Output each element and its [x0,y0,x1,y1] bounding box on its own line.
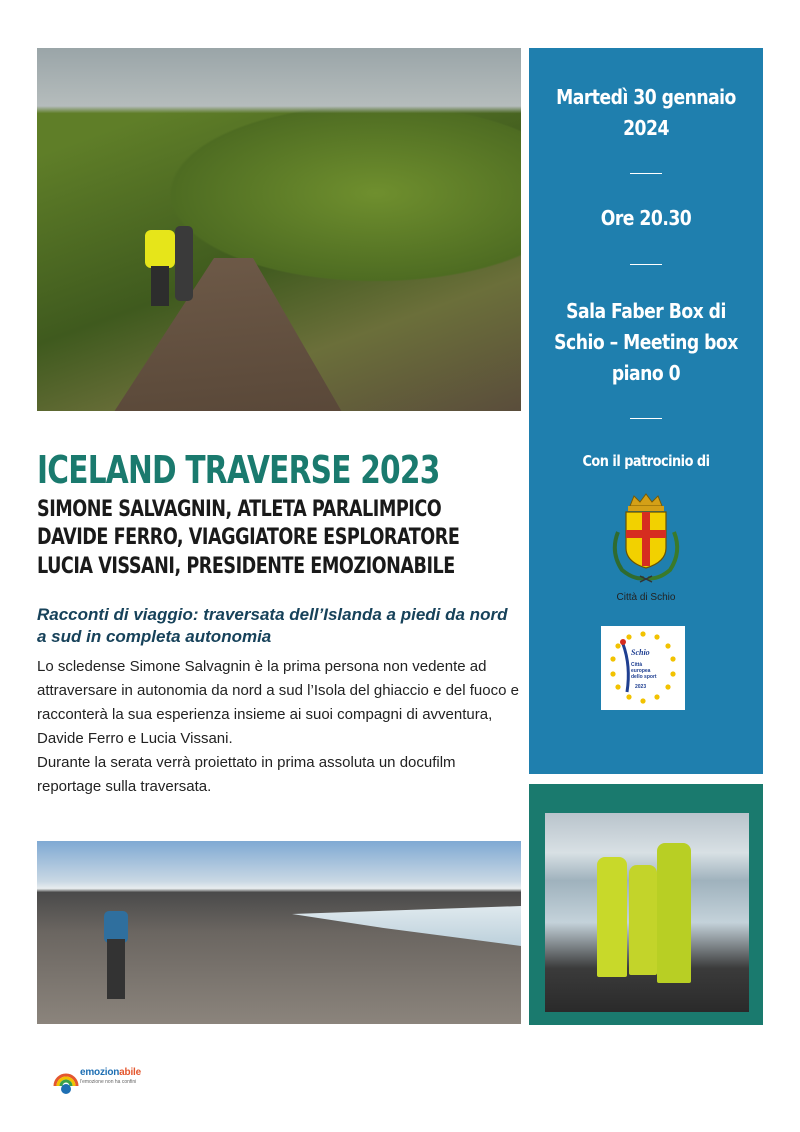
event-title: ICELAND TRAVERSE 2023 [37,448,440,492]
city-coat-of-arms-logo [600,492,692,610]
speaker-1: SIMONE SALVAGNIN, ATLETA PARALIMPICO [37,497,442,522]
city-logo-text: Città di Schio [616,592,676,603]
person-1 [597,857,627,977]
hiker-figure [151,266,169,306]
european-city-of-sport-logo [601,626,685,710]
speaker-3: LUCIA VISSANI, PRESIDENTE EMOZIONABILE [37,554,455,579]
patronage-label: Con il patrocinio di [582,452,710,470]
brand-name [80,1067,141,1078]
group-photo-frame [529,784,763,1025]
sport-logo-line4: dello sport [631,674,657,680]
group-photo [545,813,749,1012]
rainbow-globe-icon [52,1064,80,1096]
sport-logo-line2: Città [631,662,643,668]
sport-logo-schio: Schio [631,648,650,657]
brand-tagline: l'emozione non ha confini [80,1079,137,1085]
divider-2 [630,264,662,265]
event-description [37,655,521,799]
sport-logo-line3: europea [631,668,651,674]
event-subtitle: Racconti di viaggio: traversata dell’Islanda a piedi da nord a sud in completa autonomia [37,605,508,646]
person-2 [629,865,657,975]
hiking-photo-top [37,48,521,411]
event-time: Ore 20.30 [600,206,692,230]
hiker-body [107,939,125,999]
sport-logo-year: 2023 [635,684,647,690]
event-venue: Sala Faber Box di Schio – Meeting box piano 0 [554,299,738,385]
divider-1 [630,173,662,174]
brand-name-part2: abile [119,1067,141,1078]
hiker-figure-second [175,226,193,301]
divider-3 [630,418,662,419]
event-date: Martedì 30 gennaio 2024 [556,85,736,140]
person-3 [657,843,691,983]
hiker-figure [101,911,131,1001]
trail-shape [97,258,357,411]
river-shape [292,906,521,946]
description-paragraph-2: Durante la serata verrà proiettato in prima assoluta un docufilm reportage sulla traversata. [37,754,456,795]
event-info-panel [529,48,763,774]
emozionabile-logo [52,1064,172,1096]
hiking-photo-bottom [37,841,521,1024]
brand-name-part1: emozion [80,1067,120,1078]
hiker-backpack [145,230,175,268]
speaker-2: DAVIDE FERRO, VIAGGIATORE ESPLORATORE [37,525,460,550]
description-paragraph-1: Lo scledense Simone Salvagnin è la prima persona non vedente ad attraversare in autonomia da nord a sud l’Isola del ghiaccio e del fuoco e racconterà la sua esperienza insieme ai suoi compagni di avventura, Davide Ferro e Lucia Vissani. [37,658,519,747]
